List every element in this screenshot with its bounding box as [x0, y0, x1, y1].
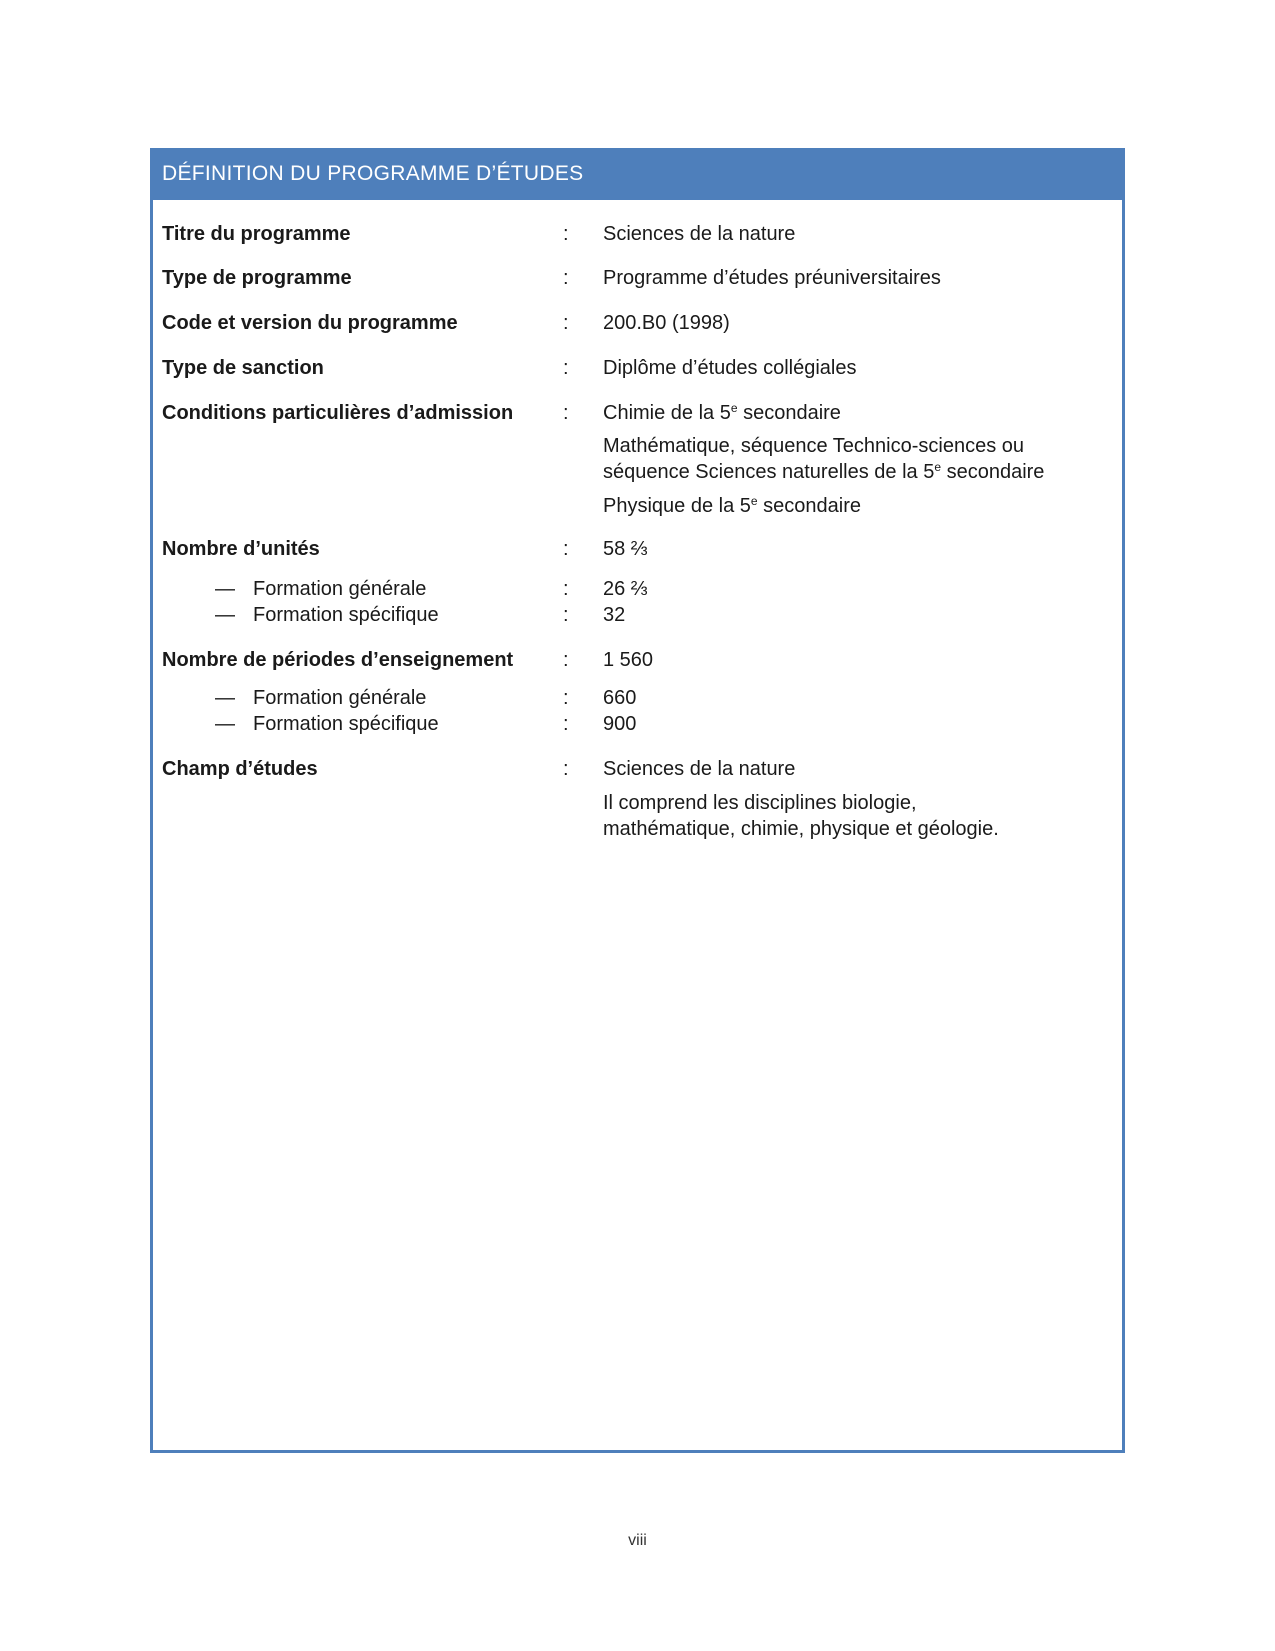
colon: : — [563, 604, 569, 626]
value-periodes-gen: 660 — [603, 687, 637, 709]
value-unites: 58 ⅔ — [603, 538, 648, 560]
colon: : — [563, 312, 569, 334]
colon: : — [563, 402, 569, 424]
value-unites-spec: 32 — [603, 604, 626, 626]
value-conditions-physique: Physique de la 5e secondaire — [603, 494, 861, 517]
value-sanction: Diplôme d’études collégiales — [603, 357, 857, 379]
colon: : — [563, 538, 569, 560]
value-type: Programme d’études préuniversitaires — [603, 267, 941, 289]
value-champ-desc: Il comprend les disciplines biologie, mathématique, chimie, physique et géologie. — [603, 792, 999, 840]
dash-bullet: — — [215, 687, 235, 709]
colon: : — [563, 223, 569, 245]
value-code: 200.B0 (1998) — [603, 312, 730, 334]
label-titre: Titre du programme — [162, 223, 351, 245]
label-champ: Champ d’études — [162, 758, 318, 780]
colon: : — [563, 687, 569, 709]
label-sanction: Type de sanction — [162, 357, 324, 379]
value-conditions-math: Mathématique, séquence Technico-sciences ou séquence Sciences naturelles de la 5e secondaire — [603, 435, 1045, 483]
label-periodes-gen: Formation générale — [253, 687, 427, 709]
section-title: DÉFINITION DU PROGRAMME D’ÉTUDES — [162, 162, 584, 185]
dash-bullet: — — [215, 578, 235, 600]
label-unites: Nombre d’unités — [162, 538, 320, 560]
label-conditions: Conditions particulières d’admission — [162, 402, 514, 424]
page-number: viii — [628, 1532, 647, 1549]
colon: : — [563, 357, 569, 379]
colon: : — [563, 713, 569, 735]
value-unites-gen: 26 ⅔ — [603, 578, 648, 600]
colon: : — [563, 578, 569, 600]
dash-bullet: — — [215, 713, 235, 735]
colon: : — [563, 758, 569, 780]
value-titre: Sciences de la nature — [603, 223, 796, 245]
value-conditions-chimie: Chimie de la 5e secondaire — [603, 401, 841, 424]
label-unites-spec: Formation spécifique — [253, 604, 439, 626]
colon: : — [563, 267, 569, 289]
colon: : — [563, 649, 569, 671]
label-code: Code et version du programme — [162, 312, 458, 334]
value-periodes-spec: 900 — [603, 713, 637, 735]
value-periodes: 1 560 — [603, 649, 654, 671]
label-periodes: Nombre de périodes d’enseignement — [162, 649, 514, 671]
value-champ: Sciences de la nature — [603, 758, 796, 780]
label-type: Type de programme — [162, 267, 352, 289]
label-unites-gen: Formation générale — [253, 578, 427, 600]
dash-bullet: — — [215, 604, 235, 626]
label-periodes-spec: Formation spécifique — [253, 713, 439, 735]
